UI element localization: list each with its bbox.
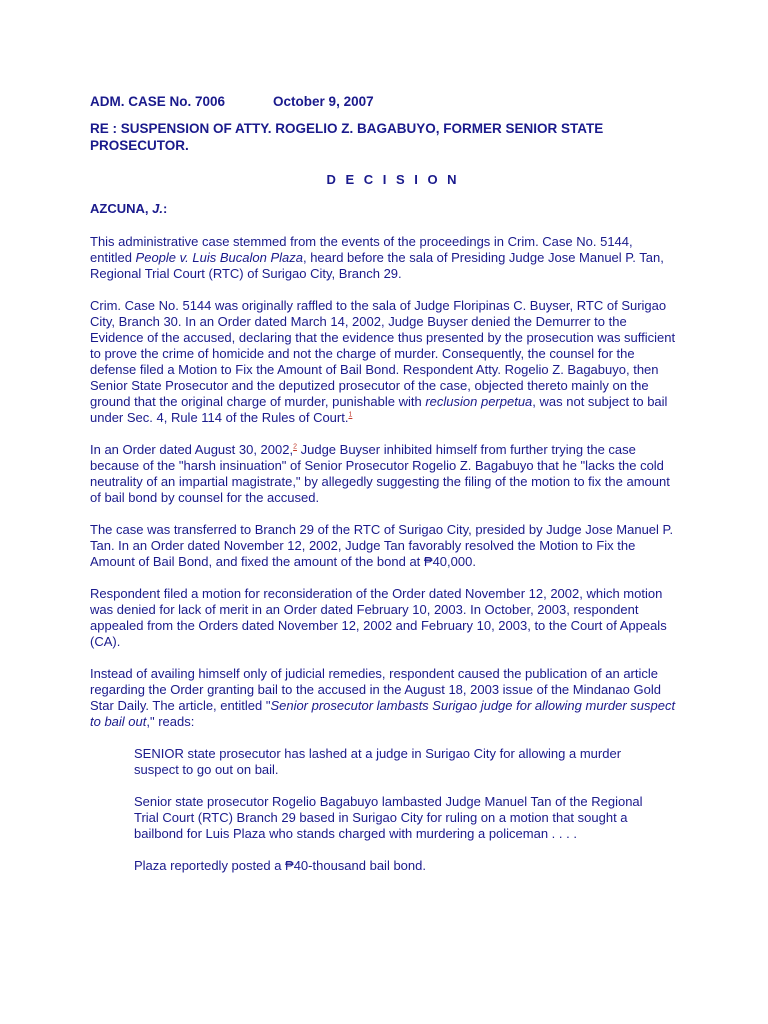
paragraph-text: In an Order dated August 30, 2002,	[90, 442, 294, 457]
paragraph-5: Respondent filed a motion for reconsideration of the Order dated November 12, 2002, which motion was denied for lack of merit in an Order dated February 10, 2003. In October, 2003, respondent appealed from the Orders dated November 12, 2002 and February 10, 2003, to the Court of Appeals (CA).	[90, 586, 667, 649]
block-quote-2: Senior state prosecutor Rogelio Bagabuyo lambasted Judge Manuel Tan of the Regional Trial Court (RTC) Branch 29 based in Surigao City for ruling on a motion that sought a bailbond for Luis Plaza who stands charged with murdering a policeman . . . .	[134, 794, 643, 841]
case-title: People v. Luis Bucalon Plaza	[135, 250, 303, 265]
document-body	[90, 93, 690, 890]
block-quote-3: Plaza reportedly posted a ₱40-thousand bail bond.	[134, 858, 426, 873]
paragraph-text: Crim. Case No. 5144 was originally raffled to the sala of Judge Floripinas C. Buyser, RTC of Surigao City, Branch 30. In an Order dated March 14, 2002, Judge Buyser denied the Demurrer to the Evidence of the accused, declaring that the evidence thus presented by the prosecution was sufficient to prove the crime of homicide and not the charge of murder. Consequently, the counsel for the defense filed a Motion to Fix the Amount of Bail Bond. Respondent Atty. Rogelio Z. Bagabuyo, then Senior State Prosecutor and the deputized prosecutor of the case, objected thereto mainly on the ground that the original charge of murder, punishable with	[90, 298, 676, 409]
paragraph-1	[90, 234, 678, 282]
footnote-link-1[interactable]: 1	[348, 411, 353, 419]
ponente-suffix: J.	[152, 201, 163, 216]
case-number: ADM. CASE No. 7006	[90, 94, 226, 109]
paragraph-2	[90, 298, 678, 426]
ponente-colon: :	[162, 201, 168, 216]
paragraph-6	[90, 666, 678, 730]
paragraph-text: Judge Buyser inhibited himself from further trying the case because of the "harsh insinuation" of Senior Prosecutor Rogelio Z. Bagabuyo that he "lacks the cold neutrality of an impartial magistrate," by allegedly suggesting the filing of the motion to fix the amount of bail bond by counsel for the accused.	[90, 442, 670, 505]
paragraph-text: Instead of availing himself only of judicial remedies, respondent caused the publication of an article regarding the Order granting bail to the accused in the August 18, 2003 issue of the Mindanao Gold Star Daily. The article, entitled "	[90, 666, 661, 713]
decision-heading: D E C I S I O N	[326, 172, 460, 187]
paragraph-4: The case was transferred to Branch 29 of the RTC of Surigao City, presided by Judge Jose Manuel P. Tan. In an Order dated November 12, 2002, Judge Tan favorably resolved the Motion to Fix the Amount of Bail Bond, and fixed the amount of the bond at ₱40,000.	[90, 522, 674, 569]
footnote-link-2[interactable]: 2	[293, 443, 297, 451]
block-quote-1: SENIOR state prosecutor has lashed at a judge in Surigao City for allowing a murder suspect to go out on bail.	[134, 746, 622, 777]
paragraph-3	[90, 442, 678, 506]
paragraph-text: , was not subject to bail under Sec. 4, Rule 114 of the Rules of Court.	[90, 394, 668, 425]
article-title: Senior prosecutor lambasts Surigao judge for allowing murder suspect to bail out	[90, 698, 676, 729]
case-header	[90, 93, 690, 110]
legal-term: reclusion perpetua	[425, 394, 533, 409]
paragraph-text: This administrative case stemmed from the events of the proceedings in Crim. Case No. 5144, entitled	[90, 234, 633, 265]
ponente	[90, 201, 690, 217]
case-date: October 9, 2007	[273, 94, 374, 109]
paragraph-text: ," reads:	[146, 714, 195, 729]
case-subject: RE : SUSPENSION OF ATTY. ROGELIO Z. BAGABUYO, FORMER SENIOR STATE PROSECUTOR.	[90, 121, 604, 153]
paragraph-text: , heard before the sala of Presiding Judge Jose Manuel P. Tan, Regional Trial Court (RTC) of Surigao City, Branch 29.	[90, 250, 664, 281]
ponente-name: AZCUNA,	[90, 201, 149, 216]
